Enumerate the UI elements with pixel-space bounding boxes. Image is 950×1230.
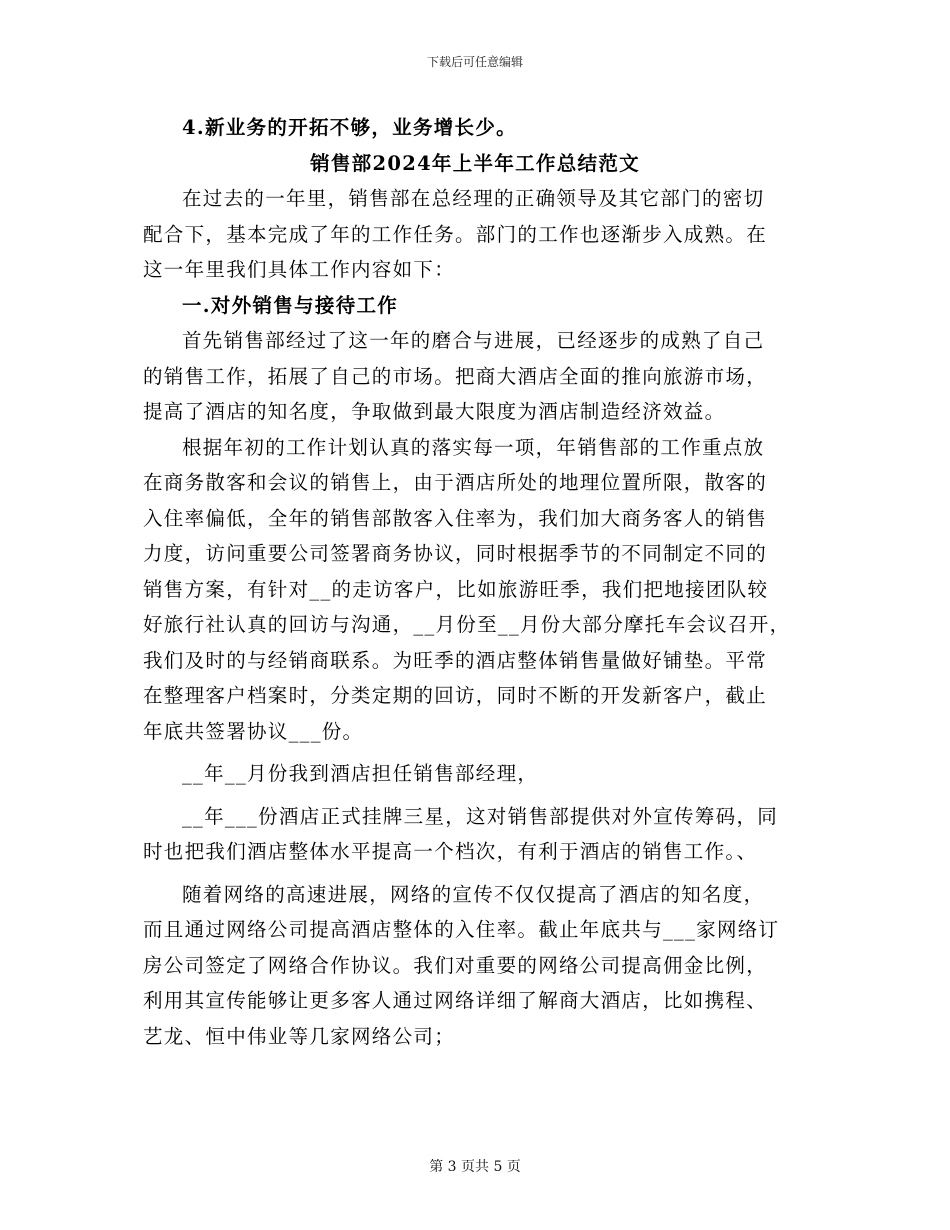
text-line: 在商务散客和会议的销售上，由于酒店所处的地理位置所限，散客的 [143,471,768,494]
paragraph-manager: __年__月份我到酒店担任销售部经理， [182,762,539,785]
paragraph-sales-overview [143,323,807,430]
text-line: __年___份酒店正式挂牌三星，这对销售部提供对外宣传筹码，同 [182,804,779,828]
text-line: 首先销售部经过了这一年的磨合与进展，已经逐步的成熟了自己 [182,329,765,352]
page-header: 下载后可任意编辑 [426,55,523,69]
text-line: 销售方案，有针对__的走访客户，比如旅游旺季，我们把地接团队较 [143,577,769,601]
paragraph-online [143,877,807,1055]
text-line: 好旅行社认真的回访与沟通，__月份至__月份大部分摩托车会议召开， [143,613,791,636]
list-item-4: 4.新业务的开拓不够，业务增长少。 [182,116,517,139]
page-footer: 第 3 页共 5 页 [429,1159,521,1175]
text-line: 根据年初的工作计划认真的落实每一项，年销售部的工作重点放 [182,435,765,459]
text-line: 在整理客户档案时，分类定期的回访，同时不断的开发新客户，截止 [143,684,768,707]
paragraph-intro [143,181,807,288]
text-line: 随着网络的高速进展，网络的宣传不仅仅提高了酒店的知名度， [182,882,765,906]
text-line: 时也把我们酒店整体水平提高一个档次，有利于酒店的销售工作。、 [143,840,758,863]
text-line: 配合下，基本完成了年的工作任务。部门的工作也逐渐步入成熟。在 [143,222,768,246]
text-line: 的销售工作，拓展了自己的市场。把商大酒店全面的推向旅游市场， [143,364,768,388]
section-heading: 一.对外销售与接待工作 [182,293,399,317]
text-line: 年底共签署协议___份。 [143,719,364,743]
paragraph-annual-plan [143,430,807,750]
text-line: 利用其宣传能够让更多客人通过网络详细了解商大酒店，比如携程、 [143,989,768,1012]
text-line: 提高了酒店的知名度，争取做到最大限度为酒店制造经济效益。 [143,400,726,423]
paragraph-three-star [143,799,807,870]
text-line: 在过去的一年里，销售部在总经理的正确领导及其它部门的密切 [182,187,765,210]
text-line: 力度，访问重要公司签署商务协议，同时根据季节的不同制定不同的 [143,542,768,565]
document-body [143,110,807,1054]
text-line: 入住率偏低，全年的销售部散客入住率为，我们加大商务客人的销售 [143,506,768,530]
document-title: 销售部2024年上半年工作总结范文 [310,151,640,175]
text-line: 而且通过网络公司提高酒店整体的入住率。截止年底共与___家网络订 [143,918,780,941]
text-line: 房公司签定了网络合作协议。我们对重要的网络公司提高佣金比例， [143,953,768,977]
text-line: 我们及时的与经销商联系。为旺季的酒店整体销售量做好铺垫。平常 [143,648,768,672]
text-line: 艺龙、恒中伟业等几家网络公司； [143,1024,456,1048]
text-line: 这一年里我们具体工作内容如下： [143,258,456,281]
